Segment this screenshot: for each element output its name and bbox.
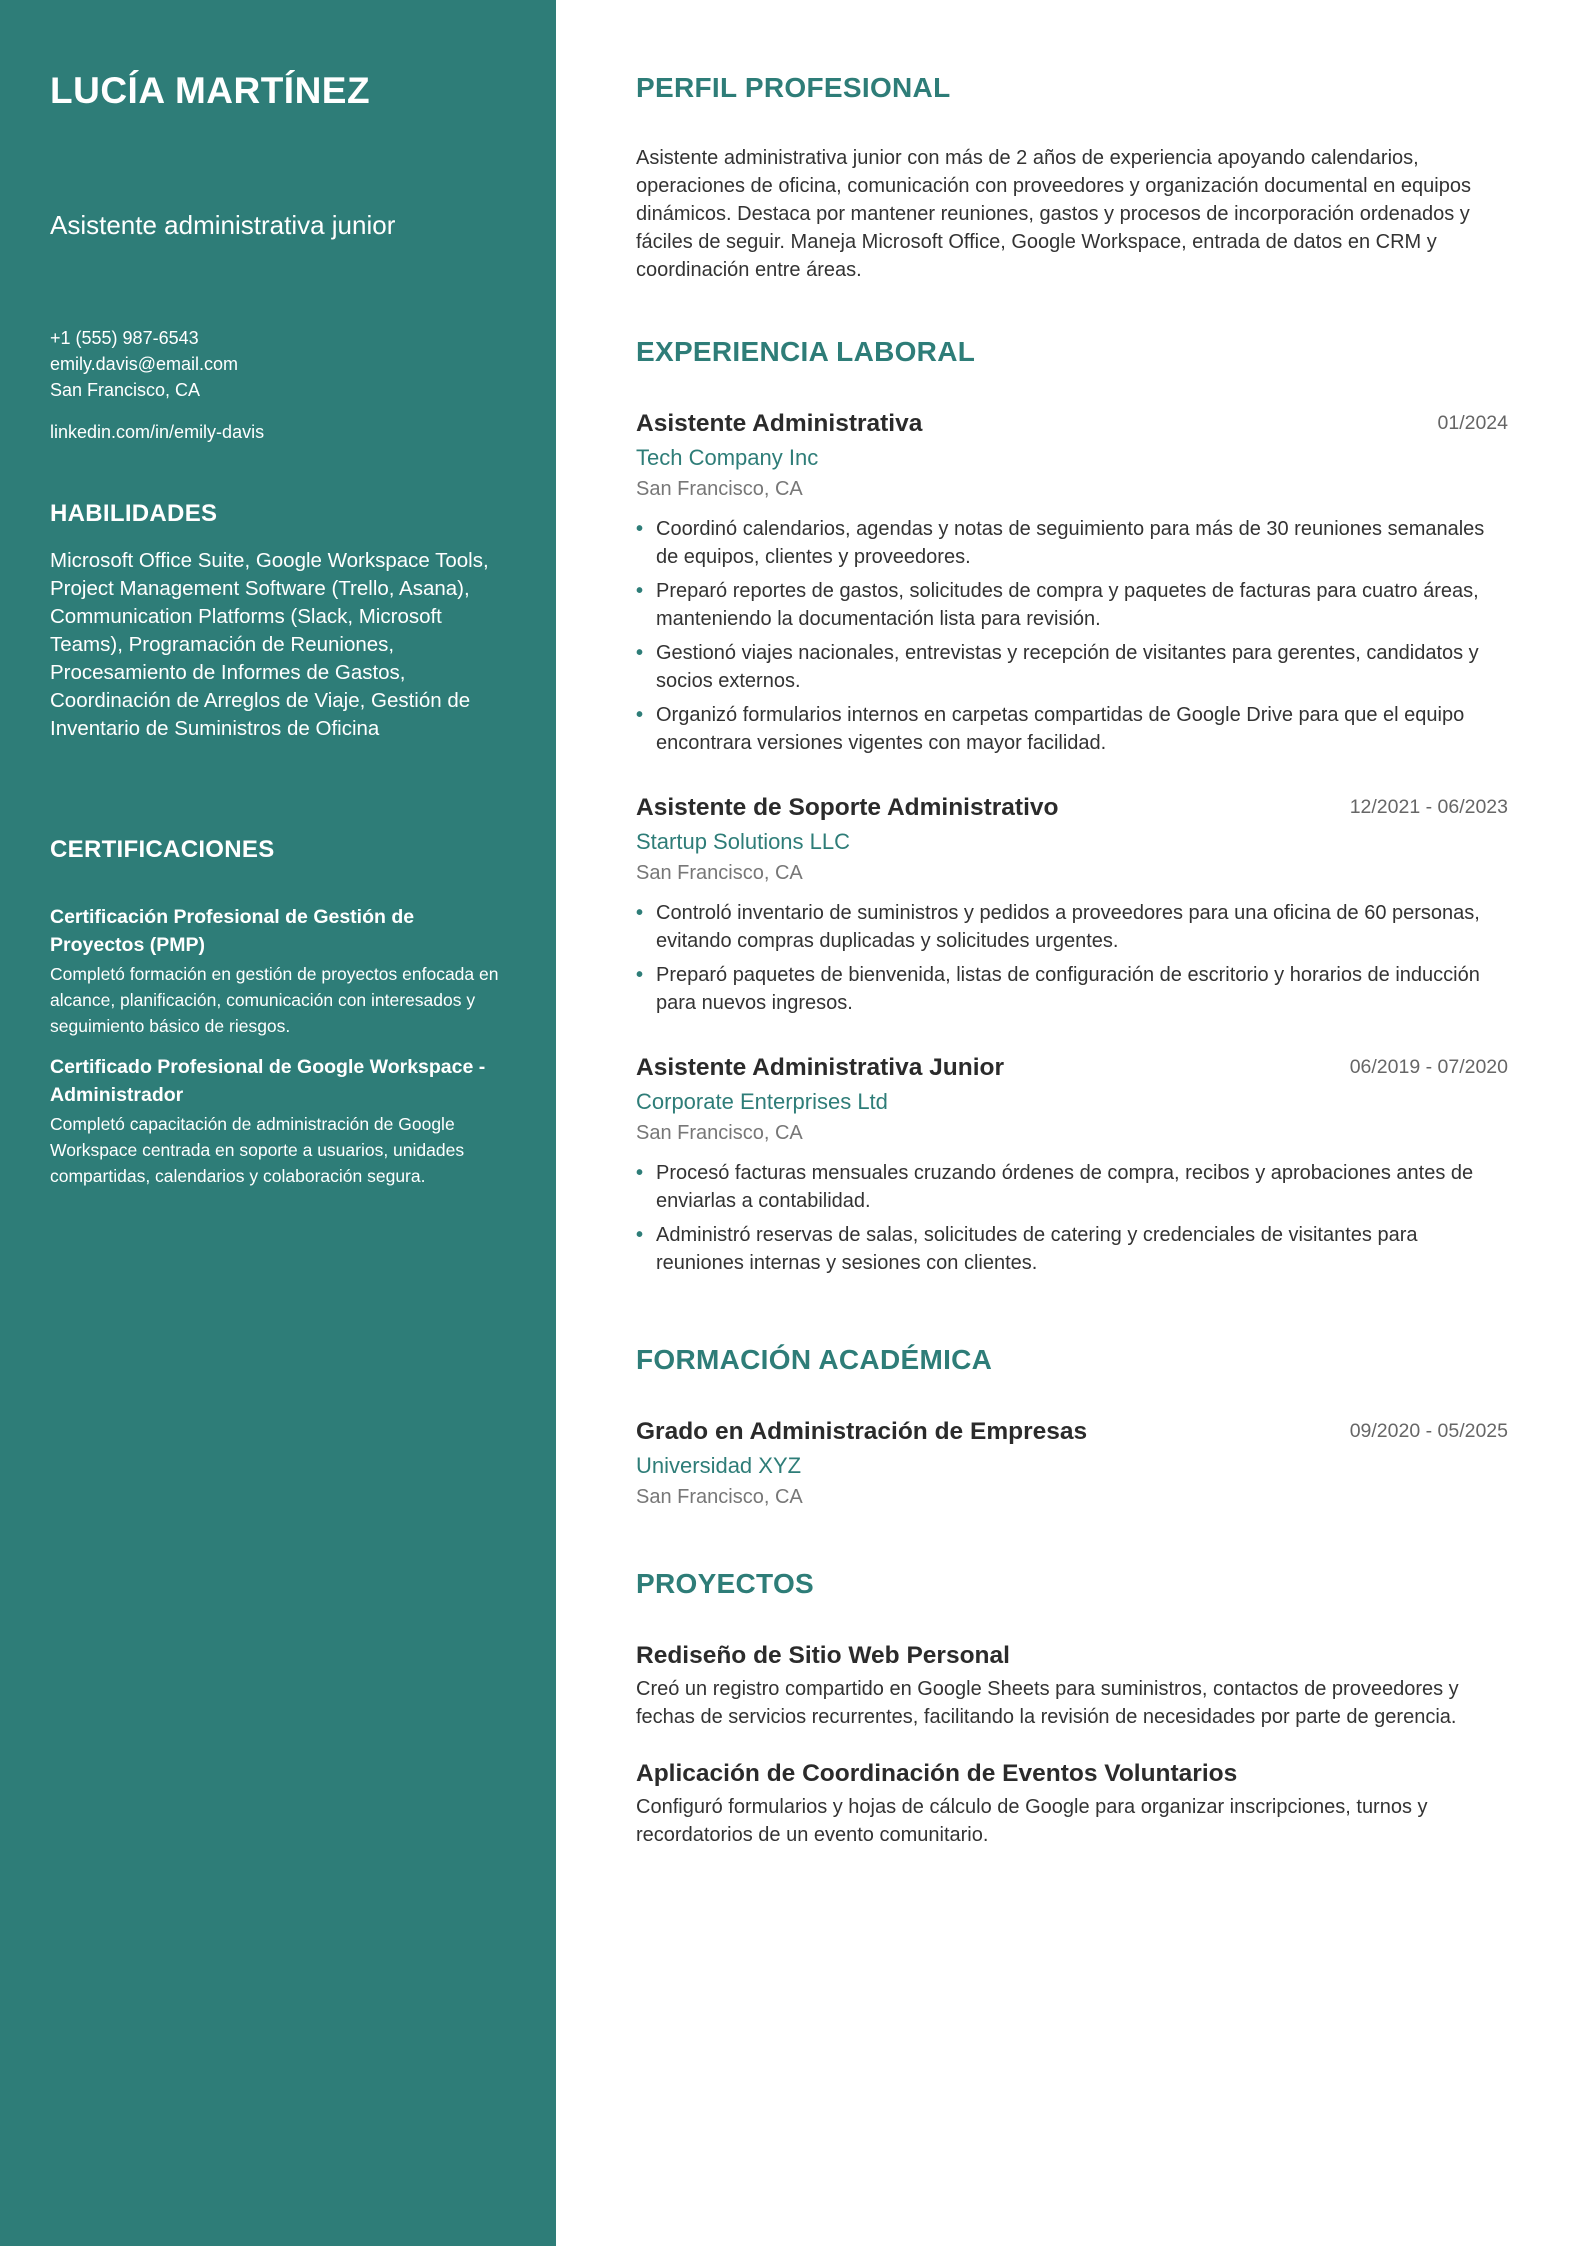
job-bullet: • Gestionó viajes nacionales, entrevistas y recepción de visitantes para gerentes, candidatos y socios externos. — [636, 639, 1508, 695]
certification-title: Certificado Profesional de Google Workspace - Administrador — [50, 1056, 486, 1106]
certification-item — [50, 1053, 510, 1189]
bullet-icon: • — [636, 704, 644, 726]
job-entry — [636, 794, 1508, 1023]
job-company: Corporate Enterprises Ltd — [636, 1089, 888, 1114]
project-entry — [636, 1642, 1508, 1731]
experience-heading: EXPERIENCIA LABORAL — [636, 336, 976, 367]
job-title: Asistente Administrativa Junior — [636, 1054, 1005, 1081]
sidebar — [0, 0, 556, 2246]
job-date: 12/2021 - 06/2023 — [1349, 796, 1508, 818]
bullet-icon: • — [636, 642, 644, 664]
bullet-icon: • — [636, 580, 644, 602]
project-title: Aplicación de Coordinación de Eventos Voluntarios — [636, 1760, 1238, 1787]
projects-heading: PROYECTOS — [636, 1568, 815, 1599]
job-bullet: • Controló inventario de suministros y pedidos a proveedores para una oficina de 60 personas, evitando compras duplicadas y solicitudes urgentes. — [636, 899, 1508, 955]
project-entry — [636, 1760, 1508, 1849]
education-location: San Francisco, CA — [636, 1486, 803, 1508]
job-company: Tech Company Inc — [636, 445, 819, 470]
certification-description: Completó capacitación de administración de Google Workspace centrada en soporte a usuarios, unidades compartidas, calendarios y colaboración segura. — [50, 1114, 465, 1186]
job-bullet: • Administró reservas de salas, solicitudes de catering y credenciales de visitantes para reuniones internas y sesiones con clientes. — [636, 1221, 1508, 1277]
job-bullet: • Coordinó calendarios, agendas y notas de seguimiento para más de 30 reuniones semanales de equipos, clientes y proveedores. — [636, 515, 1508, 571]
location: San Francisco, CA — [50, 380, 201, 400]
job-location: San Francisco, CA — [636, 1122, 803, 1144]
bullet-icon: • — [636, 1162, 644, 1184]
job-bullet: • Procesó facturas mensuales cruzando órdenes de compra, recibos y aprobaciones antes de enviarlas a contabilidad. — [636, 1159, 1508, 1215]
email: emily.davis@email.com — [50, 354, 238, 374]
certification-item — [50, 903, 510, 1039]
job-bullets — [636, 899, 1508, 1017]
candidate-name: LUCÍA MARTÍNEZ — [50, 70, 371, 111]
education-heading: FORMACIÓN ACADÉMICA — [636, 1344, 993, 1375]
education-date: 09/2020 - 05/2025 — [1349, 1420, 1508, 1442]
profile-heading: PERFIL PROFESIONAL — [636, 72, 951, 103]
skills-heading: HABILIDADES — [50, 500, 218, 527]
job-company: Startup Solutions LLC — [636, 829, 851, 854]
job-location: San Francisco, CA — [636, 478, 803, 500]
job-entry — [636, 1054, 1508, 1283]
certifications-heading: CERTIFICACIONES — [50, 836, 275, 863]
project-title: Rediseño de Sitio Web Personal — [636, 1642, 1010, 1669]
job-bullets — [636, 515, 1508, 757]
bullet-icon: • — [636, 1224, 644, 1246]
certification-description: Completó formación en gestión de proyectos enfocada en alcance, planificación, comunicación con interesados y seguimiento básico de riesgos. — [50, 964, 499, 1036]
job-bullet: • Organizó formularios internos en carpetas compartidas de Google Drive para que el equipo encontrara versiones vigentes con mayor facilidad. — [636, 701, 1508, 757]
job-entry — [636, 410, 1508, 763]
institution: Universidad XYZ — [636, 1453, 802, 1478]
job-title: Asistente Administrativa — [636, 410, 923, 437]
profile-text: Asistente administrativa junior con más de 2 años de experiencia apoyando calendarios, operaciones de oficina, comunicación con proveedores y organización documental en equipos dinámicos. Destaca por mantener reuniones, gastos y procesos de incorporación ordenados y fáciles de seguir. Maneja Microsoft Office, Google Workspace, entrada de datos en CRM y coordinación entre áreas. — [636, 147, 1471, 281]
project-description: Configuró formularios y hojas de cálculo de Google para organizar inscripciones, turnos y recordatorios de un evento comunitario. — [636, 1796, 1428, 1846]
job-location: San Francisco, CA — [636, 862, 803, 884]
candidate-role: Asistente administrativa junior — [50, 210, 396, 240]
project-description: Creó un registro compartido en Google Sheets para suministros, contactos de proveedores y fechas de servicios recurrentes, facilitando la revisión de necesidades por parte de gerencia. — [636, 1678, 1459, 1728]
certification-title: Certificación Profesional de Gestión de Proyectos (PMP) — [50, 906, 415, 956]
phone: +1 (555) 987-6543 — [50, 328, 199, 348]
bullet-icon: • — [636, 902, 644, 924]
job-bullets — [636, 1159, 1508, 1277]
contact-info — [50, 325, 238, 403]
linkedin-link[interactable]: linkedin.com/in/emily-davis — [50, 422, 265, 442]
job-date: 01/2024 — [1437, 412, 1508, 434]
bullet-icon: • — [636, 518, 644, 540]
job-bullet: • Preparó paquetes de bienvenida, listas de configuración de escritorio y horarios de inducción para nuevos ingresos. — [636, 961, 1508, 1017]
certifications-list — [50, 903, 510, 1203]
job-bullet: • Preparó reportes de gastos, solicitudes de compra y paquetes de facturas para cuatro áreas, manteniendo la documentación lista para revisión. — [636, 577, 1508, 633]
job-title: Asistente de Soporte Administrativo — [636, 794, 1059, 821]
skills-text: Microsoft Office Suite, Google Workspace Tools, Project Management Software (Trello, Asana), Communication Platforms (Slack, Microsoft Teams), Programación de Reuniones, Procesamiento de Informes de Gastos, Coordinación de Arreglos de Viaje, Gestión de Inventario de Suministros de Oficina — [50, 549, 489, 740]
bullet-icon: • — [636, 964, 644, 986]
education-entry — [636, 1418, 1508, 1509]
degree-title: Grado en Administración de Empresas — [636, 1418, 1088, 1445]
job-date: 06/2019 - 07/2020 — [1349, 1056, 1508, 1078]
